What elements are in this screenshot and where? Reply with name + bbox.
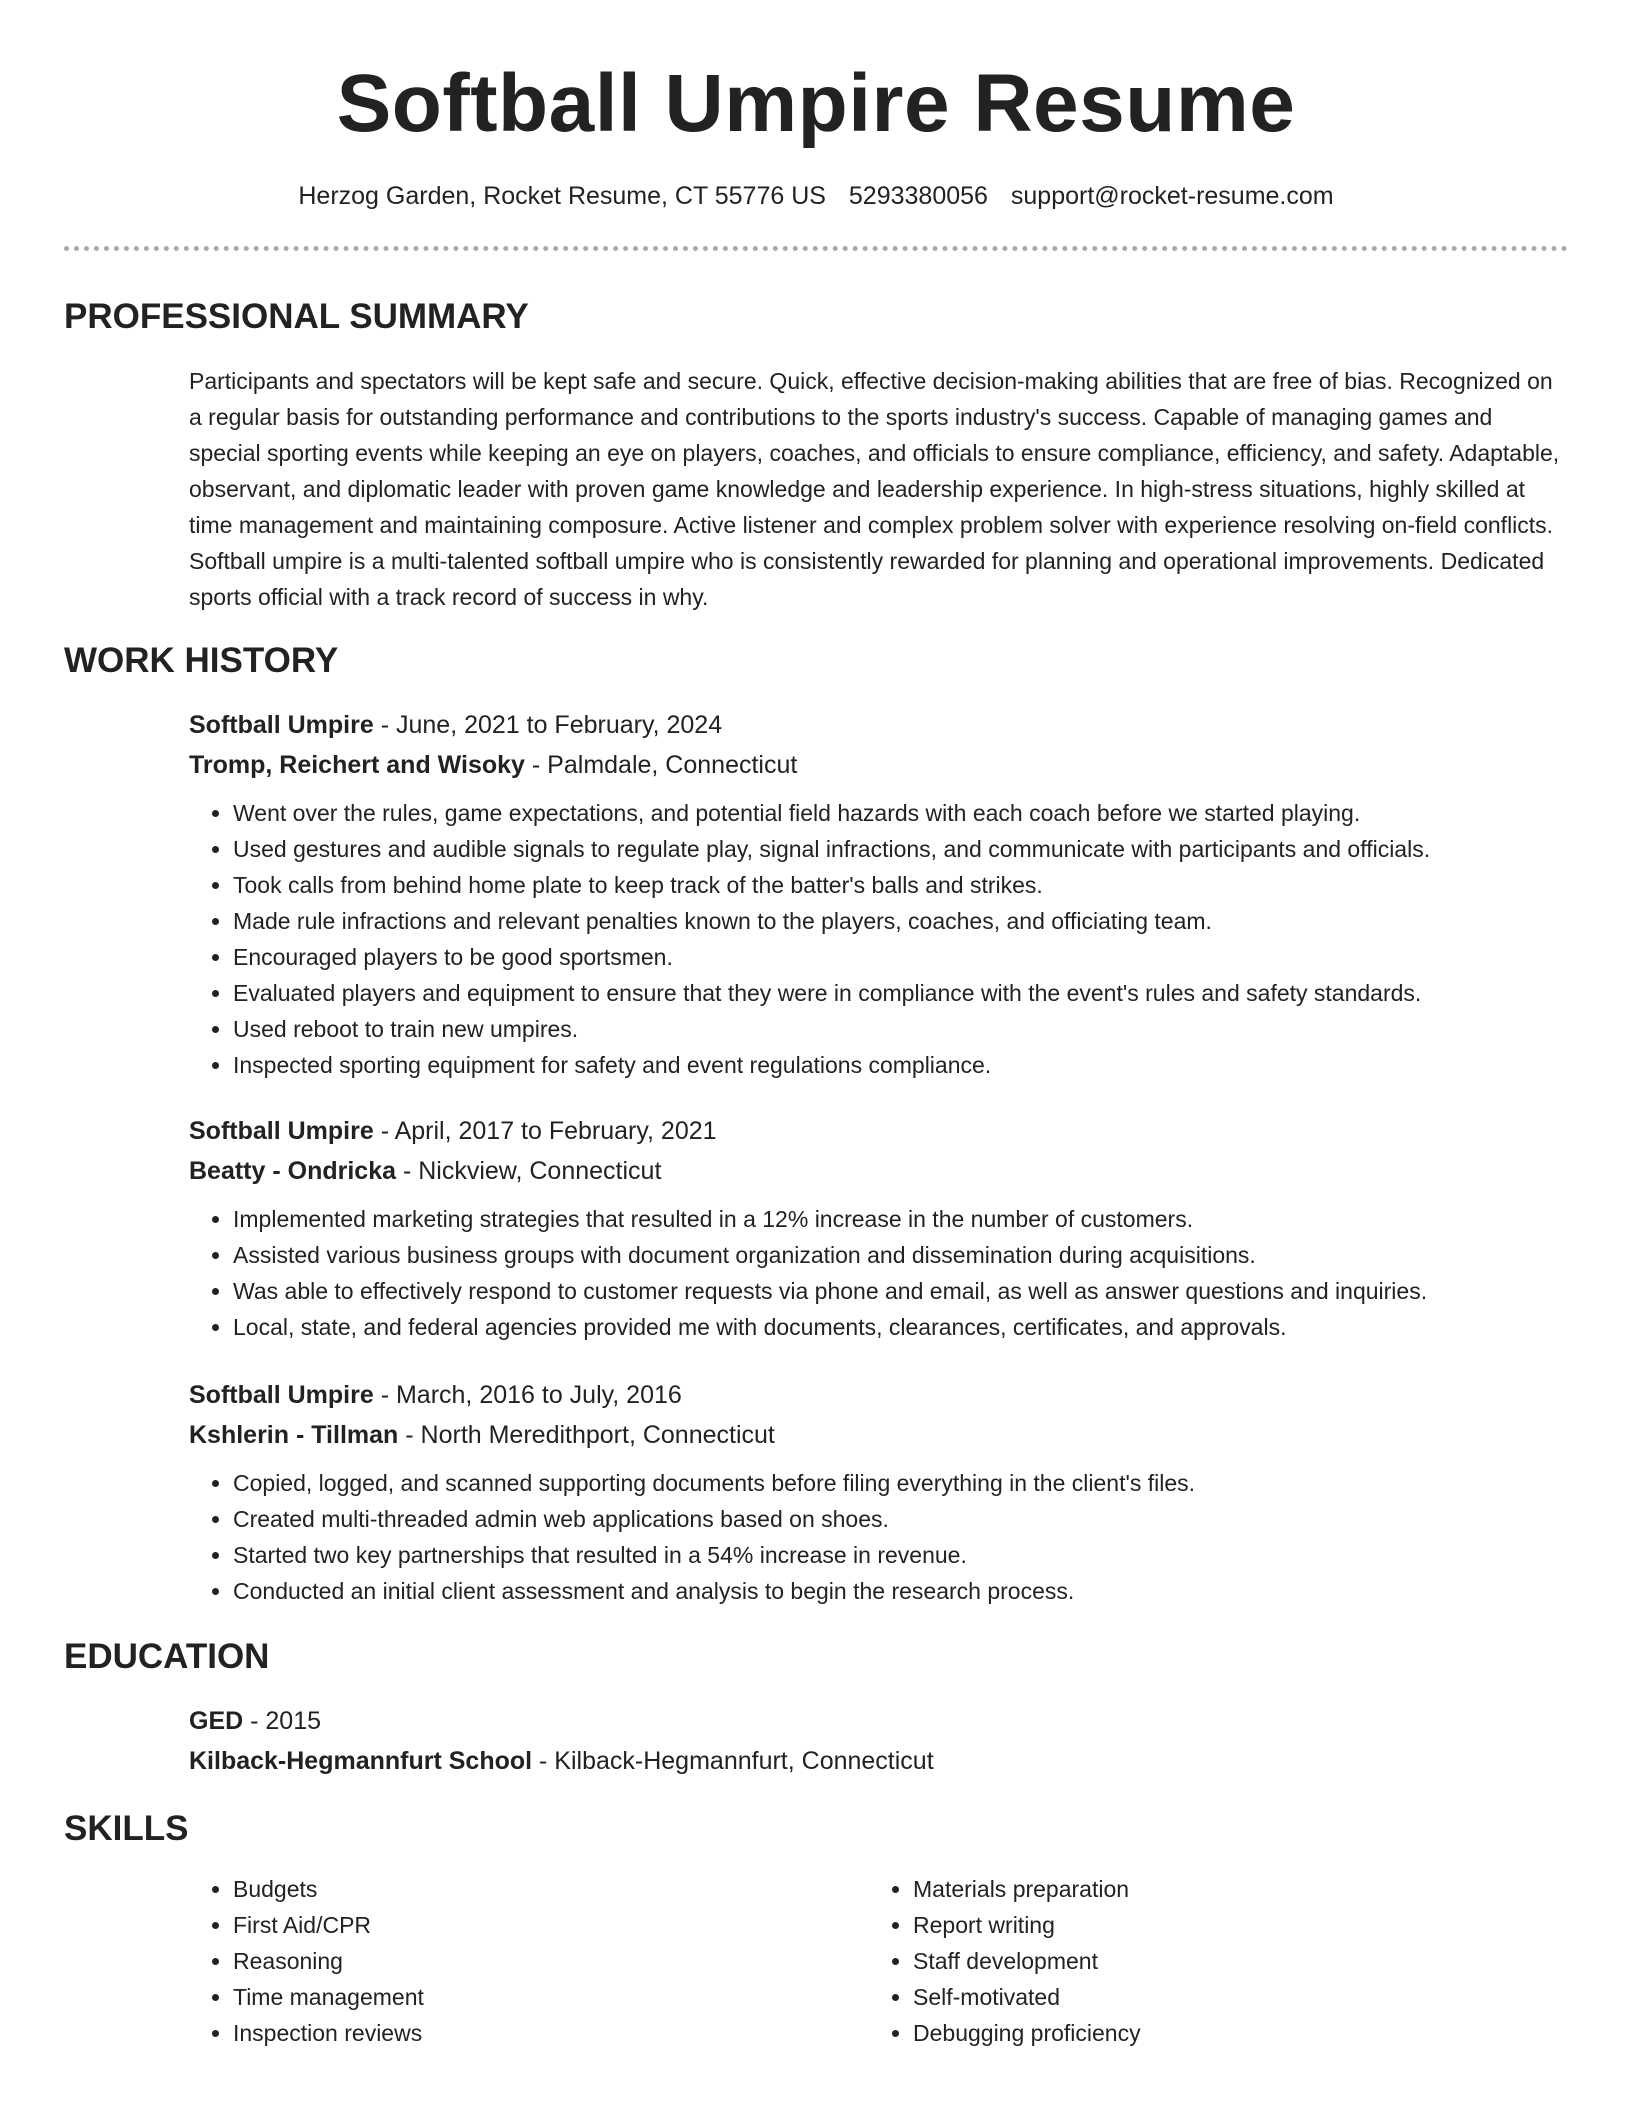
job-company: Beatty - Ondricka (189, 1157, 397, 1185)
job-bullet: • Went over the rules, game expectations, and potential field hazards with each coach before we started playing. (233, 795, 1568, 831)
job-bullet: • Implemented marketing strategies that resulted in a 12% increase in the number of customers. (233, 1201, 1568, 1237)
education-location: - Kilback-Hegmannfurt, Connecticut (532, 1747, 934, 1775)
job-bullet: • Copied, logged, and scanned supporting documents before filing everything in the client's files. (233, 1465, 1568, 1501)
job-dates: - March, 2016 to July, 2016 (373, 1381, 682, 1409)
job-entry (189, 1111, 1568, 1345)
job-bullet: • Evaluated players and equipment to ensure that they were in compliance with the event's rules and safety standards. (233, 975, 1568, 1011)
job-location: - Palmdale, Connecticut (524, 751, 798, 779)
resume-page (64, 0, 1568, 2051)
job-bullets (189, 1201, 1568, 1345)
job-bullet: • Conducted an initial client assessment and analysis to begin the research process. (233, 1573, 1568, 1609)
skills-heading: SKILLS (64, 1809, 189, 1848)
skill-item: • Inspection reviews (233, 2015, 869, 2051)
job-bullet: • Inspected sporting equipment for safety and event regulations compliance. (233, 1047, 1568, 1083)
skills-columns (189, 1871, 1568, 2051)
education-section (64, 1635, 1568, 1781)
education-degree: GED (189, 1707, 244, 1735)
education-school: Kilback-Hegmannfurt School (189, 1747, 533, 1775)
skill-item: • Staff development (913, 1943, 1513, 1979)
job-bullets (189, 1465, 1568, 1609)
education-heading: EDUCATION (64, 1637, 270, 1676)
skill-item: • Report writing (913, 1907, 1513, 1943)
education-school-line (189, 1741, 1568, 1781)
job-location: - Nickview, Connecticut (396, 1157, 662, 1185)
skill-item: • Materials preparation (913, 1871, 1513, 1907)
job-title: Softball Umpire (189, 711, 374, 739)
job-company: Tromp, Reichert and Wisoky (189, 751, 525, 779)
job-entry (189, 705, 1568, 1083)
job-entry (189, 1375, 1568, 1609)
job-company: Kshlerin - Tillman (189, 1421, 399, 1449)
job-title-line (189, 1111, 1568, 1151)
summary-text: Participants and spectators will be kept safe and secure. Quick, effective decision-making abilities that are free of bias. Recognized on a regular basis for outstanding performance and contributions to the sports industry's success. Capable of managing games and special sporting events while keeping an eye on players, coaches, and officials to ensure compliance, efficiency, and safety. Adaptable, observant, and diplomatic leader with proven game knowledge and leadership experience. In high-stress situations, highly skilled at time management and maintaining composure. Active listener and complex problem solver with experience resolving on-field conflicts. Softball umpire is a multi-talented softball umpire who is consistently rewarded for planning and operational improvements. Dedicated sports official with a track record of success in why. (189, 368, 1560, 610)
summary-heading: PROFESSIONAL SUMMARY (64, 297, 529, 336)
job-bullet: • Used gestures and audible signals to regulate play, signal infractions, and communicate with participants and officials. (233, 831, 1568, 867)
skill-item: • Reasoning (233, 1943, 869, 1979)
job-bullet: • Local, state, and federal agencies provided me with documents, clearances, certificates, and approvals. (233, 1309, 1568, 1345)
job-title-line (189, 705, 1568, 745)
job-bullet: • Assisted various business groups with document organization and dissemination during acquisitions. (233, 1237, 1568, 1273)
job-title: Softball Umpire (189, 1117, 374, 1145)
page-title: Softball Umpire Resume (336, 58, 1296, 149)
skill-item: • First Aid/CPR (233, 1907, 869, 1943)
skills-list-left (189, 1871, 869, 2051)
job-dates: - June, 2021 to February, 2024 (373, 711, 723, 739)
skill-item: • Time management (233, 1979, 869, 2015)
contact-email: support@rocket-resume.com (1010, 182, 1334, 210)
skills-section (64, 1807, 1568, 2051)
contact-line (64, 180, 1568, 212)
header-divider (64, 246, 1568, 251)
work-history-heading: WORK HISTORY (64, 641, 339, 680)
skill-item: • Debugging proficiency (913, 2015, 1513, 2051)
skill-item: • Self-motivated (913, 1979, 1513, 2015)
job-bullet: • Started two key partnerships that resulted in a 54% increase in revenue. (233, 1537, 1568, 1573)
education-year: - 2015 (243, 1707, 322, 1735)
job-bullet: • Encouraged players to be good sportsmen. (233, 939, 1568, 975)
skill-item: • Budgets (233, 1871, 869, 1907)
education-degree-line (189, 1701, 1568, 1741)
job-company-line (189, 1415, 1568, 1455)
job-title-line (189, 1375, 1568, 1415)
job-company-line (189, 1151, 1568, 1191)
contact-phone: 5293380056 (848, 182, 988, 210)
job-location: - North Meredithport, Connecticut (398, 1421, 775, 1449)
work-history-section (64, 639, 1568, 1609)
job-company-line (189, 745, 1568, 785)
job-bullet: • Was able to effectively respond to customer requests via phone and email, as well as answer questions and inquiries. (233, 1273, 1568, 1309)
skills-list-right (869, 1871, 1513, 2051)
job-bullet: • Took calls from behind home plate to keep track of the batter's balls and strikes. (233, 867, 1568, 903)
job-title: Softball Umpire (189, 1381, 374, 1409)
job-bullets (189, 795, 1568, 1083)
job-dates: - April, 2017 to February, 2021 (373, 1117, 717, 1145)
summary-section (64, 295, 1568, 615)
education-entry (189, 1701, 1568, 1781)
job-bullet: • Made rule infractions and relevant penalties known to the players, coaches, and officiating team. (233, 903, 1568, 939)
job-bullet: • Used reboot to train new umpires. (233, 1011, 1568, 1047)
job-bullet: • Created multi-threaded admin web applications based on shoes. (233, 1501, 1568, 1537)
contact-address: Herzog Garden, Rocket Resume, CT 55776 US (298, 182, 826, 210)
